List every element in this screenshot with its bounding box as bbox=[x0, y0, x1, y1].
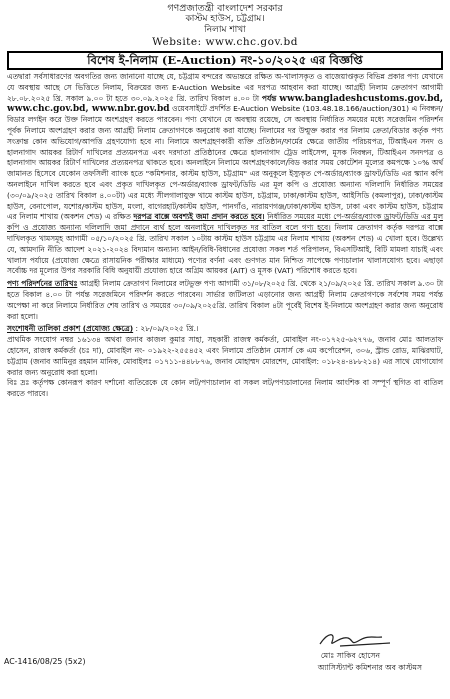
cancellation-warning: নির্ধারিত সময়ের মধ্যে পে-অর্ডার/ব্যাংক ড্রাফট/ডিডি এর মূল কপি ও প্রযোজ্য অন্যান্য দলিলাদি জমা প্রদানে ব্যর্থ হলে অনলাইনে দাখিলকৃত দর বাতিল বলে গণ্য হবে। bbox=[7, 212, 443, 233]
opening-and-tax-text: নিলাম ক্রেতাগণ কর্তৃক দরপত্র বাক্সে দাখিলকৃত খামসমূহ আগামী ০৫/১০/২০২৫ খ্রি. তারিখ সকাল ১০টায় কাস্টম হাউস চট্টগ্রাম এর নিলাম শাখায় (অকশন শেড) এ খোলা হবে। উল্লেখ্য যে, আমদানি নীতি আদেশ ২০২১-২০২৪ বিদ্যমান অন্যান্য আইন/বিধি-বিধানের প্রযোজ্য সকল শর্ত পরিপালন, বিএসটিআই, বিটি মামলা যাচাই এবং খালাস পর্যায়ে (প্রযোজ্য ক্ষেত্রে রাসায়নিক পরীক্ষার মাধ্যমে) পণ্যের বর্ণনা এবং গুণগত মান নিশ্চিত সাপেক্ষে পণ্যচালান খালাসযোগ্য হবে। এছাড়া সর্বোচ্চ দর মূল্যের উপর সরকারি বিধি অনুযায়ী প্রযোজ্য হারে অগ্রিম আয়কর (AIT) ও মূসক (VAT) পরিশোধ করতে হবে। bbox=[7, 223, 443, 276]
amendment-paragraph bbox=[7, 324, 443, 335]
signatory-name: মোঃ সাকিব হোসেন bbox=[320, 651, 380, 660]
note-text: বিঃ দ্রঃ কর্তৃপক্ষ কোনরূপ কারণ দর্শানো ব্যতিরেকে যে কোন লট/পণ্যচালান বা সকল লট/পণ্যচালানের নিলাম আংশিক বা সম্পূর্ণ স্থগিত বা বাতিল করতে পারবে। bbox=[7, 378, 443, 399]
registration-text: ওয়েবসাইটে প্রদর্শিত E-Auction Website (103.48.18.166/auction/301) এ নিবন্ধন/বিডার লগইন করে উক্ত নিলামে অংশগ্রহণ করতে পারবেন। পণ্য যেখানে যে অবস্থায় রয়েছে, সে অবস্থায় নির্ধারিত সময়ের মধ্যে সরেজমিন পরিদর্শন পূর্বক নিলামে অংশগ্রহণ করার জন্য আগ্রহী নিলাম ক্রেতাগণকে অনুরোধ করা যাচ্ছে। নিলামের দর উন্মুক্ত করার পর নিলাম ক্রেতা/বিডার কর্তৃক পণ্য সংক্রান্ত কোন অভিযোগ/আপত্তি গ্রহণযোগ্য হবে না। নিলামে অংশগ্রহণকারী ব্যক্তি প্রতিষ্ঠান/ফার্মের ক্ষেত্রে জাতীয় পরিচয়পত্র, টিআইএন সনদ ও হালনাগাদ আয়কর রিটার্ণ দাখিলের প্রত্যয়নপত্র এবং দরদাতা প্রতিষ্ঠানের ক্ষেত্রে হালনাগাদ ট্রেড লাইসেন্স, মূসক নিবন্ধন, টিআইএন সনদপত্র ও হালনাগাদ আয়কর রিটার্ণ দাখিলের প্রত্যয়নপত্র থাকতে হবে। অনলাইনে নিলামে অংশগ্রহণকালে/বিড করার সময় কোটেশন মূল্যের কমপক্ষে ১০% অর্থ জামানত হিসেবে যেকোন তফসিলী ব্যাংক হতে "কমিশনার, কাস্টম হাউস, চট্টগ্রাম" এর অনুকূলে ইস্যুকৃত পে-অর্ডার/ব্যাংক ড্রাফট/ডিডি এর স্ক্যান কপি অনলাইনে দাখিল করতে হবে এবং প্রকৃত দাখিলকৃত পে-অর্ডার/ব্যাংক ড্রাফট/ডিডি এর মূল কপি ও প্রযোজ্য অন্যান্য দলিলাদি নির্ধারিত সময়ের (৩০/০৯/২০২৫ তারিখ বিকাল ৪.০০টা) এর মধ্যে সীলগালাযুক্ত খামে কাস্টম হাউস, চট্টগ্রাম, ঢাকা/কাস্টম হাউস, আইসিডি (কমলাপুর), ঢাকা/কাস্টম হাউস, বেনাপোল, যশোর/কাস্টম হাউস, মংলা, বাগেরহাট/কাস্টম হাউস, পানগাঁও, নারায়ণগঞ্জ/ঢাকা/কাস্টম হাউস, ঢাকা এবং কাস্টম হাউস, চট্টগ্রাম এর নিলাম শাখায় (অকশন শেড) এ রক্ষিত bbox=[7, 104, 443, 222]
contact-text: প্রাথমিক সংযোগ নম্বর ১৬১৩৪ অথবা জনাব কাজল কুমার সাহা, সহকারী রাজস্ব কর্মকর্তা, মোবাইল নং-০১৭২৫-৬২৭৭৬, জনাব মোঃ আলতাফ হোসেন, রাজস্ব কর্মকর্তা (চঃ দা), মোবাইল নং- ০১৯২২-২৫৫৪৫২ এবং নিলামে প্রতিষ্ঠান মেসার্স কে এম কর্পোরেশন, ৩০৬, স্ট্রান্ড রোড, মাঝিরঘাট, চট্টগ্রাম (জনাব আমিনুর রহমান মানিক, মোবাইলঃ ০১৭১১-৪৪৮৮৭৬, জনাব মোহাম্মদ মোরশেদ, মোবাইল: ০১৮২৪-৪৮৮২১৪) এর সাথে যোগাযোগ করার জন্য অনুরোধ করা হলো। bbox=[7, 335, 443, 377]
amendment-date: : ২৮/০৯/২০২৫ খ্রি.। bbox=[135, 324, 199, 334]
amendment-label: সংশোধনী তালিকা প্রকাশ (প্রযোজ্য ক্ষেত্রে) bbox=[7, 324, 134, 334]
section-name: নিলাম শাখা bbox=[204, 25, 246, 35]
notice-body bbox=[5, 72, 445, 400]
intro-text: এতদ্বারা সর্বসাধারণের অবগতির জন্য জানানো যাচ্ছে যে, চট্টগ্রাম বন্দরের অভ্যন্তরে রক্ষিত অ-খালাসকৃত ও বাজেয়াপ্তকৃত বিভিন্ন প্রকার পণ্য যেখানে যে অবস্থায় আছে সে ভিত্তিতে নিলাম, বিক্রয়ের জন্য E-Auction Website এর দরপত্র আহবান করা যাচ্ছে। আগ্রহী নিলাম ক্রেতাগণ আগামী ২৮.০৮.২০২৫ খ্রি. সকাল ৯.০০ টা হতে ৩০.০৯.২০২৫ খ্রি. তারিখ বিকাল ৪.০০ টা bbox=[7, 72, 443, 103]
contact-paragraph bbox=[7, 335, 443, 378]
signatory-title: অ্যাসিস্ট্যান্ট কমিশনার অব কাস্টমস bbox=[317, 663, 422, 672]
inspection-text: আগ্রহী নিলাম ক্রেতাগণ নিলামের লটভুক্ত পণ্য আগামী ৩১/০৮/২০২৫ খ্রি. থেকে ২১/০৯/২০২৫ খ্রি. তারিখ সকাল ৯.৩০ টা হতে বিকাল ৪.০০ টা পর্যন্ত সরেজমিনে পরিদর্শন করতে পারবেন। সার্ভার জটিলতা এড়ানোর জন্য আগ্রহী নিলাম ক্রেতাগণকে সর্বশেষ সময় পর্যন্ত অপেক্ষা না করে নিলামে নির্ধারিত শেষ তারিখ ও সময়ের ৩০/০৯/২০২৫খ্রি. তারিখ বিকাল ৪টা পূর্বেই বিশেষ ই-নিলামে অংশগ্রহণ করার জন্য অনুরোধ করা হলো। bbox=[7, 279, 443, 321]
main-paragraph bbox=[7, 72, 443, 277]
deposit-requirement: দরপত্র বাক্সে অবশ্যই জমা প্রদান করতে হবে। bbox=[133, 212, 265, 222]
reference-code: AC-1416/08/25 (5x2) bbox=[4, 657, 86, 666]
government-name: গণপ্রজাতন্ত্রী বাংলাদেশ সরকার bbox=[167, 3, 283, 14]
until-word: পর্যন্ত bbox=[261, 93, 277, 103]
handwritten-signature bbox=[280, 628, 430, 650]
notice-title-banner: বিশেষ ই-নিলাম (E-Auction) নং-১০/২০২৫ এর বিজ্ঞপ্তি bbox=[7, 51, 443, 70]
website-line: Website: www.chc.gov.bd bbox=[152, 36, 298, 48]
office-name: কাস্টম হাউস, চট্টগ্রাম। bbox=[185, 14, 265, 24]
inspection-paragraph bbox=[7, 279, 443, 322]
note-paragraph bbox=[7, 378, 443, 400]
website-links: www.bangladeshcustoms.gov.bd, www.chc.gov.bd, www.nbr.gov.bd bbox=[7, 93, 443, 115]
inspection-label: পণ্য পরিদর্শনের তারিখঃ bbox=[7, 279, 78, 289]
notice-header bbox=[5, 0, 445, 48]
